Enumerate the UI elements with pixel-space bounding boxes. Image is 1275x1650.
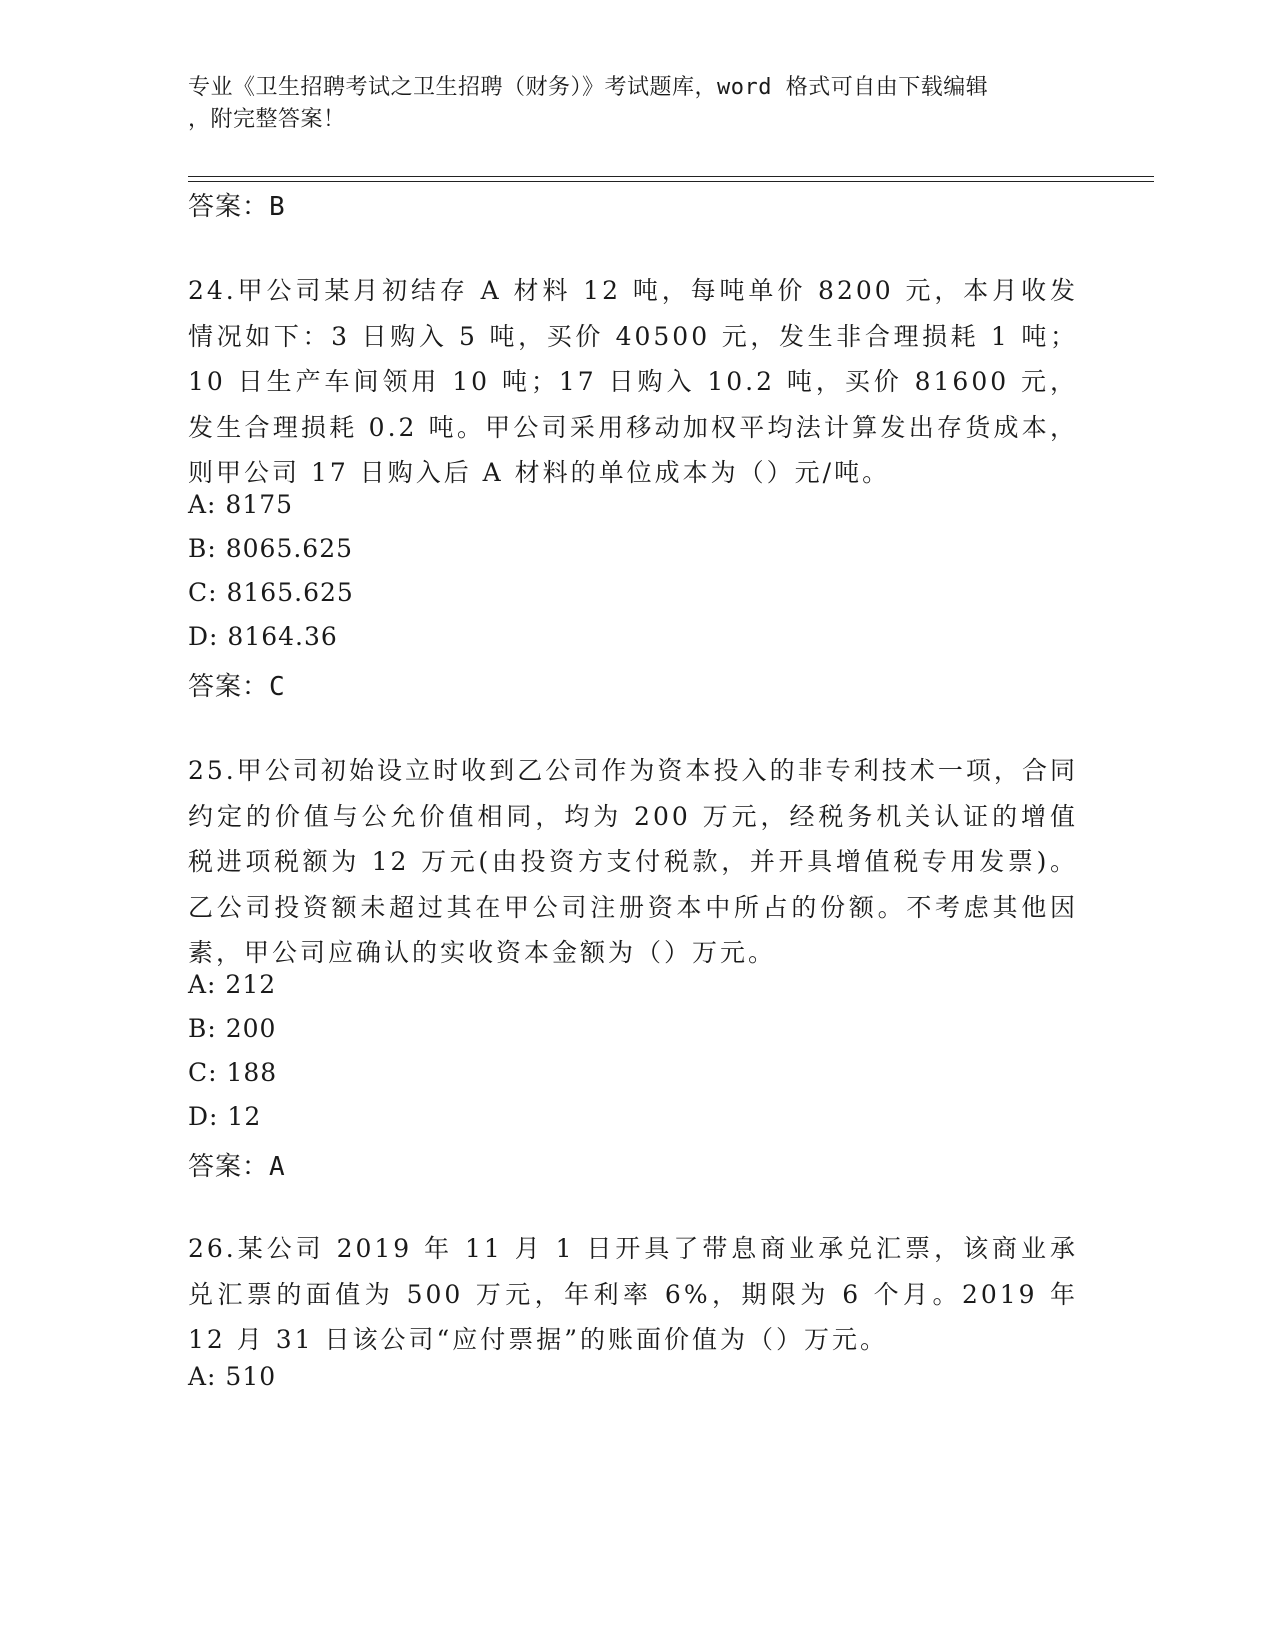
header-divider-top: [188, 176, 1154, 177]
question-25-text: 25.甲公司初始设立时收到乙公司作为资本投入的非专利技术一项，合同约定的价值与公允价值相同，均为 200 万元，经税务机关认证的增值税进项税额为 12 万元(由投资方支付税款，并开具增值税专用发票)。乙公司投资额未超过其在甲公司注册资本中所占的份额。不考虑其他因素，甲公司应确认的实收资本金额为（）万元。: [188, 756, 1078, 967]
header-line-1: 专业《卫生招聘考试之卫生招聘（财务）》考试题库，word 格式可自由下载编辑: [188, 75, 989, 100]
question-24-option-c: C: 8165.625: [188, 578, 354, 607]
question-25-option-b: B: 200: [188, 1014, 277, 1043]
question-25-answer: 答案：A: [188, 1152, 286, 1182]
document-header: [188, 72, 1088, 136]
previous-answer: 答案：B: [188, 192, 286, 222]
question-24-text: 24.甲公司某月初结存 A 材料 12 吨，每吨单价 8200 元，本月收发情况如下：3 日购入 5 吨，买价 40500 元，发生非合理损耗 1 吨；10 日生产车间领用 10 吨；17 日购入 10.2 吨，买价 81600 元，发生合理损耗 0.2 吨。甲公司采用移动加权平均法计算发出存货成本，则甲公司 17 日购入后 A 材料的单位成本为（）元/吨。: [188, 276, 1078, 487]
question-24-answer: 答案：C: [188, 672, 286, 702]
question-25-option-c: C: 188: [188, 1058, 278, 1087]
question-26-option-a: A: 510: [188, 1362, 277, 1391]
question-24-option-a: A: 8175: [188, 490, 294, 519]
question-25-option-d: D: 12: [188, 1102, 262, 1131]
question-26-text: 26.某公司 2019 年 11 月 1 日开具了带息商业承兑汇票，该商业承兑汇票的面值为 500 万元，年利率 6%，期限为 6 个月。2019 年 12 月 31 日该公司“应付票据”的账面价值为（）万元。: [188, 1234, 1078, 1354]
question-24-option-b: B: 8065.625: [188, 534, 354, 563]
question-24-option-d: D: 8164.36: [188, 622, 338, 651]
question-25-option-a: A: 212: [188, 970, 277, 999]
header-divider-bottom: [188, 181, 1154, 182]
header-line-2: ，附完整答案！: [188, 107, 346, 132]
